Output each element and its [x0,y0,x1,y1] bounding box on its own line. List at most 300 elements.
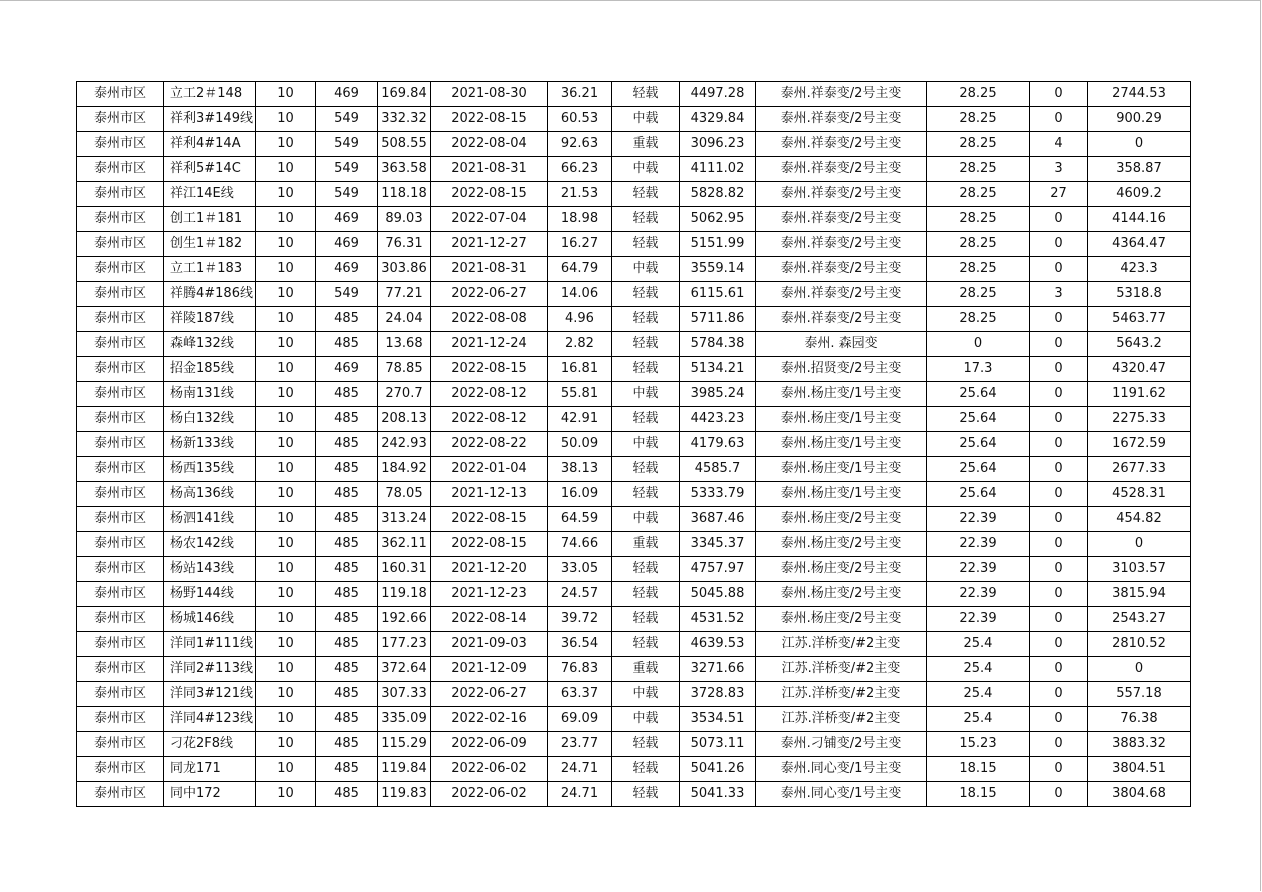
cell-rated-current: 485 [315,782,377,807]
cell-date: 2022-08-15 [430,357,547,382]
cell-load-rate: 2.82 [547,332,611,357]
cell-count: 0 [1029,332,1087,357]
cell-line-name: 立工2＃148 [164,82,256,107]
cell-line-name: 杨新133线 [164,432,256,457]
cell-line-name: 同龙171 [164,757,256,782]
cell-transformer-load: 15.23 [926,732,1029,757]
cell-rated-current: 485 [315,432,377,457]
cell-voltage: 10 [255,357,315,382]
cell-count: 0 [1029,632,1087,657]
cell-count: 0 [1029,657,1087,682]
cell-transformer-load: 28.25 [926,182,1029,207]
cell-region: 泰州市区 [77,482,164,507]
cell-line-name: 洋同3#121线 [164,682,256,707]
cell-load-rate: 64.59 [547,507,611,532]
cell-available-capacity: 3559.14 [679,257,755,282]
cell-load-rate: 64.79 [547,257,611,282]
cell-region: 泰州市区 [77,632,164,657]
cell-rated-current: 549 [315,282,377,307]
cell-region: 泰州市区 [77,557,164,582]
cell-transformer-load: 18.15 [926,782,1029,807]
cell-remaining-capacity: 4364.47 [1087,232,1190,257]
cell-substation-transformer: 泰州.杨庄变/1号主变 [755,482,926,507]
cell-load-rate: 76.83 [547,657,611,682]
cell-voltage: 10 [255,257,315,282]
cell-voltage: 10 [255,757,315,782]
cell-remaining-capacity: 5463.77 [1087,307,1190,332]
cell-available-capacity: 3728.83 [679,682,755,707]
cell-count: 0 [1029,207,1087,232]
cell-load-level: 轻载 [611,357,679,382]
cell-date: 2021-12-27 [430,232,547,257]
cell-rated-current: 485 [315,732,377,757]
cell-rated-current: 485 [315,557,377,582]
cell-load-rate: 18.98 [547,207,611,232]
cell-voltage: 10 [255,632,315,657]
cell-remaining-capacity: 4609.2 [1087,182,1190,207]
cell-date: 2022-08-12 [430,407,547,432]
cell-voltage: 10 [255,607,315,632]
cell-load-current: 307.33 [377,682,430,707]
cell-transformer-load: 28.25 [926,232,1029,257]
cell-voltage: 10 [255,132,315,157]
cell-substation-transformer: 泰州.祥泰变/2号主变 [755,82,926,107]
cell-substation-transformer: 泰州. 森园变 [755,332,926,357]
cell-substation-transformer: 泰州.杨庄变/1号主变 [755,457,926,482]
cell-load-level: 中载 [611,107,679,132]
cell-date: 2022-06-02 [430,782,547,807]
cell-substation-transformer: 泰州.祥泰变/2号主变 [755,107,926,132]
cell-region: 泰州市区 [77,257,164,282]
cell-substation-transformer: 泰州.杨庄变/2号主变 [755,557,926,582]
cell-line-name: 刁花2F8线 [164,732,256,757]
cell-region: 泰州市区 [77,282,164,307]
table-row [77,132,1191,157]
cell-substation-transformer: 泰州.祥泰变/2号主变 [755,132,926,157]
cell-date: 2022-06-09 [430,732,547,757]
cell-transformer-load: 22.39 [926,532,1029,557]
cell-voltage: 10 [255,82,315,107]
cell-count: 0 [1029,607,1087,632]
cell-load-level: 轻载 [611,757,679,782]
cell-load-rate: 16.81 [547,357,611,382]
cell-transformer-load: 25.64 [926,382,1029,407]
cell-load-current: 362.11 [377,532,430,557]
cell-line-name: 杨南131线 [164,382,256,407]
cell-date: 2021-12-24 [430,332,547,357]
cell-transformer-load: 28.25 [926,107,1029,132]
cell-load-rate: 63.37 [547,682,611,707]
cell-load-level: 轻载 [611,232,679,257]
cell-substation-transformer: 泰州.同心变/1号主变 [755,782,926,807]
table-row [77,382,1191,407]
cell-region: 泰州市区 [77,682,164,707]
cell-remaining-capacity: 4528.31 [1087,482,1190,507]
cell-voltage: 10 [255,532,315,557]
cell-load-current: 119.84 [377,757,430,782]
cell-count: 0 [1029,107,1087,132]
table-row [77,82,1191,107]
cell-load-current: 78.05 [377,482,430,507]
cell-line-name: 祥腾4#186线 [164,282,256,307]
cell-date: 2022-06-27 [430,682,547,707]
cell-date: 2022-07-04 [430,207,547,232]
cell-line-name: 创工1＃181 [164,207,256,232]
cell-available-capacity: 4111.02 [679,157,755,182]
cell-load-level: 中载 [611,682,679,707]
cell-remaining-capacity: 2810.52 [1087,632,1190,657]
table-row [77,232,1191,257]
cell-load-current: 115.29 [377,732,430,757]
cell-load-rate: 14.06 [547,282,611,307]
cell-load-current: 119.83 [377,782,430,807]
cell-remaining-capacity: 4320.47 [1087,357,1190,382]
table-row [77,207,1191,232]
cell-available-capacity: 5134.21 [679,357,755,382]
cell-transformer-load: 28.25 [926,132,1029,157]
cell-load-level: 轻载 [611,482,679,507]
cell-rated-current: 485 [315,582,377,607]
cell-line-name: 森峰132线 [164,332,256,357]
cell-count: 0 [1029,457,1087,482]
table-row [77,307,1191,332]
cell-available-capacity: 3271.66 [679,657,755,682]
cell-load-level: 重载 [611,132,679,157]
cell-date: 2022-08-04 [430,132,547,157]
cell-load-current: 303.86 [377,257,430,282]
table-row [77,582,1191,607]
cell-voltage: 10 [255,232,315,257]
cell-rated-current: 485 [315,507,377,532]
cell-region: 泰州市区 [77,207,164,232]
cell-region: 泰州市区 [77,457,164,482]
cell-date: 2022-06-27 [430,282,547,307]
cell-remaining-capacity: 3883.32 [1087,732,1190,757]
cell-region: 泰州市区 [77,232,164,257]
cell-count: 0 [1029,82,1087,107]
cell-date: 2021-12-09 [430,657,547,682]
cell-region: 泰州市区 [77,182,164,207]
cell-available-capacity: 5045.88 [679,582,755,607]
cell-region: 泰州市区 [77,407,164,432]
cell-line-name: 洋同4#123线 [164,707,256,732]
cell-count: 0 [1029,482,1087,507]
table-row [77,607,1191,632]
cell-rated-current: 485 [315,332,377,357]
cell-region: 泰州市区 [77,307,164,332]
cell-load-rate: 16.09 [547,482,611,507]
cell-available-capacity: 5828.82 [679,182,755,207]
cell-rated-current: 485 [315,707,377,732]
table-row [77,357,1191,382]
cell-voltage: 10 [255,557,315,582]
cell-voltage: 10 [255,682,315,707]
cell-date: 2022-08-15 [430,507,547,532]
cell-transformer-load: 22.39 [926,607,1029,632]
cell-count: 4 [1029,132,1087,157]
cell-rated-current: 485 [315,407,377,432]
cell-load-level: 重载 [611,657,679,682]
cell-region: 泰州市区 [77,607,164,632]
cell-voltage: 10 [255,107,315,132]
cell-region: 泰州市区 [77,582,164,607]
cell-remaining-capacity: 3815.94 [1087,582,1190,607]
cell-available-capacity: 3345.37 [679,532,755,557]
cell-remaining-capacity: 454.82 [1087,507,1190,532]
cell-line-name: 洋同2#113线 [164,657,256,682]
table-body [77,82,1191,807]
cell-voltage: 10 [255,782,315,807]
cell-rated-current: 485 [315,657,377,682]
cell-substation-transformer: 泰州.同心变/1号主变 [755,757,926,782]
cell-load-rate: 55.81 [547,382,611,407]
cell-count: 27 [1029,182,1087,207]
cell-load-rate: 36.54 [547,632,611,657]
cell-count: 0 [1029,782,1087,807]
cell-date: 2021-12-23 [430,582,547,607]
cell-available-capacity: 3534.51 [679,707,755,732]
cell-voltage: 10 [255,457,315,482]
cell-count: 0 [1029,407,1087,432]
cell-load-level: 中载 [611,432,679,457]
table-row [77,682,1191,707]
cell-line-name: 立工1＃183 [164,257,256,282]
cell-voltage: 10 [255,407,315,432]
cell-rated-current: 485 [315,307,377,332]
cell-line-name: 杨野144线 [164,582,256,607]
cell-region: 泰州市区 [77,657,164,682]
cell-date: 2022-08-15 [430,532,547,557]
cell-region: 泰州市区 [77,707,164,732]
table-row [77,457,1191,482]
cell-load-current: 335.09 [377,707,430,732]
cell-load-level: 轻载 [611,557,679,582]
cell-load-current: 313.24 [377,507,430,532]
cell-transformer-load: 0 [926,332,1029,357]
table-row [77,782,1191,807]
cell-transformer-load: 28.25 [926,307,1029,332]
cell-load-rate: 39.72 [547,607,611,632]
cell-load-rate: 24.71 [547,782,611,807]
cell-load-rate: 50.09 [547,432,611,457]
cell-available-capacity: 3096.23 [679,132,755,157]
cell-transformer-load: 25.4 [926,657,1029,682]
cell-voltage: 10 [255,482,315,507]
cell-transformer-load: 25.4 [926,632,1029,657]
cell-line-name: 杨农142线 [164,532,256,557]
cell-rated-current: 485 [315,607,377,632]
cell-count: 0 [1029,432,1087,457]
cell-load-level: 轻载 [611,332,679,357]
cell-available-capacity: 3985.24 [679,382,755,407]
cell-rated-current: 469 [315,207,377,232]
cell-line-name: 杨站143线 [164,557,256,582]
table-row [77,157,1191,182]
cell-load-current: 160.31 [377,557,430,582]
cell-line-name: 祥江14E线 [164,182,256,207]
cell-substation-transformer: 泰州.杨庄变/1号主变 [755,407,926,432]
cell-region: 泰州市区 [77,157,164,182]
cell-date: 2022-08-15 [430,107,547,132]
cell-remaining-capacity: 0 [1087,657,1190,682]
cell-substation-transformer: 泰州.招贤变/2号主变 [755,357,926,382]
cell-count: 0 [1029,507,1087,532]
cell-count: 3 [1029,282,1087,307]
table-row [77,432,1191,457]
cell-count: 0 [1029,732,1087,757]
cell-line-name: 祥利4#14A [164,132,256,157]
cell-load-level: 轻载 [611,307,679,332]
cell-available-capacity: 4329.84 [679,107,755,132]
cell-count: 0 [1029,682,1087,707]
cell-load-rate: 23.77 [547,732,611,757]
cell-load-rate: 36.21 [547,82,611,107]
cell-remaining-capacity: 4144.16 [1087,207,1190,232]
cell-transformer-load: 18.15 [926,757,1029,782]
cell-remaining-capacity: 5318.8 [1087,282,1190,307]
cell-load-rate: 33.05 [547,557,611,582]
cell-rated-current: 485 [315,482,377,507]
cell-rated-current: 549 [315,157,377,182]
cell-remaining-capacity: 1191.62 [1087,382,1190,407]
cell-count: 0 [1029,382,1087,407]
cell-load-rate: 24.57 [547,582,611,607]
cell-voltage: 10 [255,157,315,182]
cell-transformer-load: 25.64 [926,457,1029,482]
cell-rated-current: 485 [315,382,377,407]
table-row [77,757,1191,782]
cell-load-current: 119.18 [377,582,430,607]
cell-date: 2022-06-02 [430,757,547,782]
cell-transformer-load: 25.64 [926,482,1029,507]
cell-load-current: 332.32 [377,107,430,132]
cell-region: 泰州市区 [77,357,164,382]
cell-voltage: 10 [255,657,315,682]
cell-line-name: 祥利5#14C [164,157,256,182]
cell-voltage: 10 [255,432,315,457]
cell-transformer-load: 25.64 [926,432,1029,457]
cell-voltage: 10 [255,382,315,407]
cell-available-capacity: 6115.61 [679,282,755,307]
cell-load-level: 轻载 [611,182,679,207]
cell-remaining-capacity: 557.18 [1087,682,1190,707]
cell-voltage: 10 [255,707,315,732]
cell-remaining-capacity: 2744.53 [1087,82,1190,107]
cell-remaining-capacity: 0 [1087,132,1190,157]
cell-remaining-capacity: 3804.68 [1087,782,1190,807]
cell-region: 泰州市区 [77,332,164,357]
cell-transformer-load: 28.25 [926,157,1029,182]
cell-substation-transformer: 泰州.祥泰变/2号主变 [755,207,926,232]
cell-load-rate: 42.91 [547,407,611,432]
table-row [77,707,1191,732]
cell-load-current: 76.31 [377,232,430,257]
cell-remaining-capacity: 2543.27 [1087,607,1190,632]
cell-substation-transformer: 泰州.杨庄变/2号主变 [755,582,926,607]
table-row [77,332,1191,357]
cell-rated-current: 469 [315,357,377,382]
cell-rated-current: 469 [315,232,377,257]
cell-load-level: 中载 [611,507,679,532]
cell-count: 0 [1029,257,1087,282]
cell-line-name: 杨高136线 [164,482,256,507]
cell-substation-transformer: 江苏.洋桥变/#2主变 [755,657,926,682]
cell-load-level: 轻载 [611,457,679,482]
cell-rated-current: 485 [315,682,377,707]
cell-load-rate: 74.66 [547,532,611,557]
cell-substation-transformer: 泰州.杨庄变/2号主变 [755,507,926,532]
cell-line-name: 招金185线 [164,357,256,382]
cell-load-current: 363.58 [377,157,430,182]
cell-rated-current: 485 [315,532,377,557]
cell-substation-transformer: 泰州.祥泰变/2号主变 [755,182,926,207]
table-row [77,482,1191,507]
cell-remaining-capacity: 2677.33 [1087,457,1190,482]
cell-region: 泰州市区 [77,132,164,157]
cell-date: 2022-08-15 [430,182,547,207]
cell-count: 0 [1029,232,1087,257]
cell-count: 0 [1029,357,1087,382]
cell-region: 泰州市区 [77,82,164,107]
cell-load-current: 24.04 [377,307,430,332]
cell-available-capacity: 4639.53 [679,632,755,657]
cell-transformer-load: 28.25 [926,82,1029,107]
cell-load-level: 中载 [611,257,679,282]
cell-line-name: 祥利3#149线 [164,107,256,132]
cell-load-current: 192.66 [377,607,430,632]
cell-rated-current: 485 [315,457,377,482]
cell-count: 3 [1029,157,1087,182]
cell-date: 2022-02-16 [430,707,547,732]
cell-region: 泰州市区 [77,532,164,557]
cell-load-level: 轻载 [611,632,679,657]
cell-count: 0 [1029,307,1087,332]
cell-load-current: 177.23 [377,632,430,657]
cell-substation-transformer: 泰州.杨庄变/1号主变 [755,382,926,407]
cell-voltage: 10 [255,282,315,307]
cell-line-name: 杨城146线 [164,607,256,632]
cell-line-name: 杨白132线 [164,407,256,432]
cell-date: 2022-08-12 [430,382,547,407]
cell-transformer-load: 25.4 [926,707,1029,732]
table-row [77,107,1191,132]
cell-available-capacity: 4497.28 [679,82,755,107]
cell-transformer-load: 28.25 [926,282,1029,307]
cell-line-name: 洋同1#111线 [164,632,256,657]
cell-load-level: 轻载 [611,407,679,432]
table-row [77,557,1191,582]
cell-transformer-load: 28.25 [926,257,1029,282]
cell-rated-current: 549 [315,132,377,157]
cell-remaining-capacity: 2275.33 [1087,407,1190,432]
cell-rated-current: 485 [315,632,377,657]
cell-date: 2022-08-14 [430,607,547,632]
cell-available-capacity: 4423.23 [679,407,755,432]
cell-load-level: 轻载 [611,732,679,757]
cell-load-rate: 21.53 [547,182,611,207]
cell-substation-transformer: 泰州.祥泰变/2号主变 [755,257,926,282]
cell-available-capacity: 5041.33 [679,782,755,807]
cell-remaining-capacity: 900.29 [1087,107,1190,132]
cell-remaining-capacity: 3804.51 [1087,757,1190,782]
cell-date: 2021-08-30 [430,82,547,107]
cell-load-current: 78.85 [377,357,430,382]
cell-rated-current: 549 [315,182,377,207]
cell-line-name: 祥陵187线 [164,307,256,332]
cell-region: 泰州市区 [77,757,164,782]
cell-available-capacity: 5711.86 [679,307,755,332]
cell-region: 泰州市区 [77,732,164,757]
